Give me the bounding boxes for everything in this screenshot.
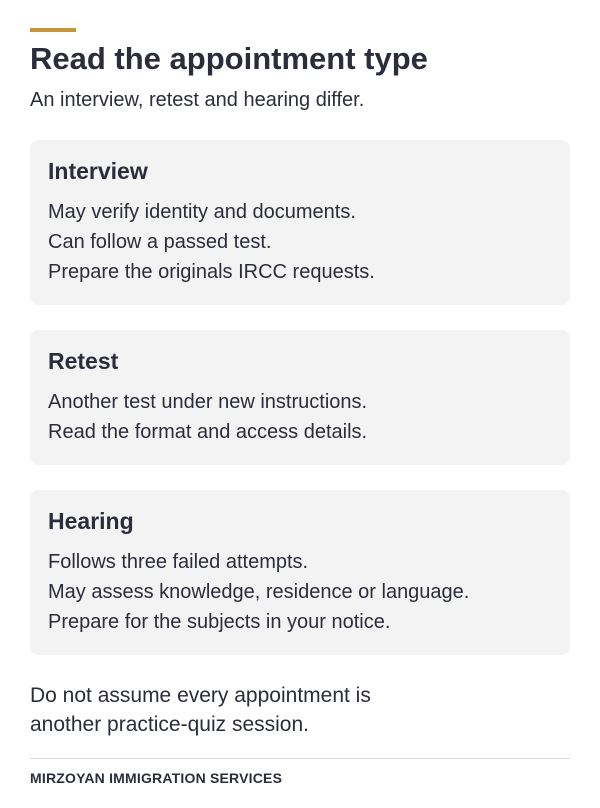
- appointment-type-list: [30, 140, 570, 655]
- card-title: Retest: [48, 348, 119, 374]
- footnote: Do not assume every appointment is another practice-quiz session.: [30, 684, 371, 736]
- card-line: Another test under new instructions.: [48, 391, 368, 413]
- card-title: Interview: [48, 158, 148, 184]
- card-retest: [30, 330, 570, 465]
- card-line: Read the format and access details.: [48, 421, 368, 443]
- card-line: Follows three failed attempts.: [48, 551, 309, 573]
- card-interview: [30, 140, 570, 305]
- card-line: May assess knowledge, residence or language.: [48, 581, 470, 603]
- brand-name: MIRZOYAN IMMIGRATION SERVICES: [30, 770, 283, 786]
- footer-divider: [30, 758, 570, 759]
- card-line: Prepare the originals IRCC requests.: [48, 261, 375, 283]
- card-hearing: [30, 490, 570, 655]
- card-line: May verify identity and documents.: [48, 201, 356, 223]
- page-content: [30, 28, 570, 786]
- card-line: Prepare for the subjects in your notice.: [48, 611, 391, 633]
- page-title: Read the appointment type: [30, 41, 428, 76]
- page-subtitle: An interview, retest and hearing differ.: [30, 89, 365, 111]
- card-line: Can follow a passed test.: [48, 231, 272, 253]
- accent-bar: [30, 28, 76, 32]
- card-title: Hearing: [48, 508, 134, 534]
